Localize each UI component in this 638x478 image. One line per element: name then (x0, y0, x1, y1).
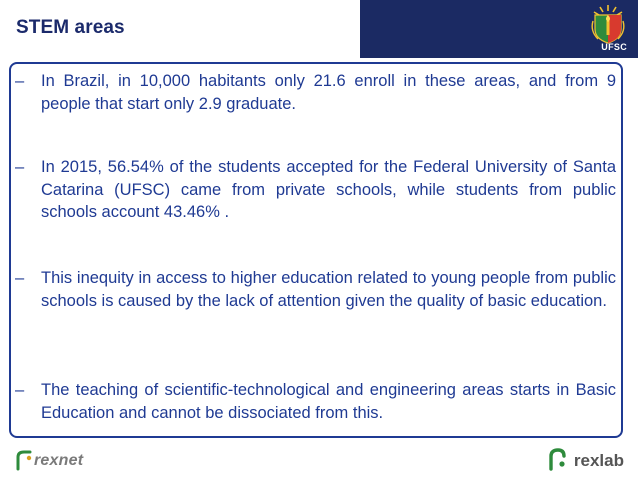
bullet-dash: – (15, 72, 25, 90)
bullet-dash: – (15, 158, 25, 176)
rexlab-mark-icon (546, 447, 568, 476)
rexnet-logo (14, 448, 83, 474)
slide-title: STEM areas (16, 17, 125, 38)
ufsc-logo-text: UFSC (601, 42, 627, 52)
content-box (9, 62, 623, 438)
bullet-dash: – (15, 269, 25, 287)
bullet-text: This inequity in access to higher education related to young people from public schools is caused by the lack of attention given the quality of basic education. (41, 269, 616, 310)
rexnet-mark-icon (14, 449, 34, 473)
footer (0, 444, 638, 478)
header-block (360, 0, 638, 58)
bullet-text: The teaching of scientific-technological and engineering areas starts in Basic Education and cannot be dissociated from this. (41, 381, 616, 422)
rexlab-logo (546, 448, 624, 474)
title-bar (0, 0, 638, 58)
bullet-dash: – (15, 381, 25, 399)
rexnet-wordmark: rexnet (34, 452, 84, 469)
rexlab-wordmark: rexlab (573, 451, 624, 470)
bullet-text: In Brazil, in 10,000 habitants only 21.6 enroll in these areas, and from 9 people that start only 2.9 graduate. (41, 72, 616, 113)
bullet-text: In 2015, 56.54% of the students accepted for the Federal University of Santa Catarina (UFSC) came from private schools, while students from public schools account 43.46% . (41, 158, 616, 221)
